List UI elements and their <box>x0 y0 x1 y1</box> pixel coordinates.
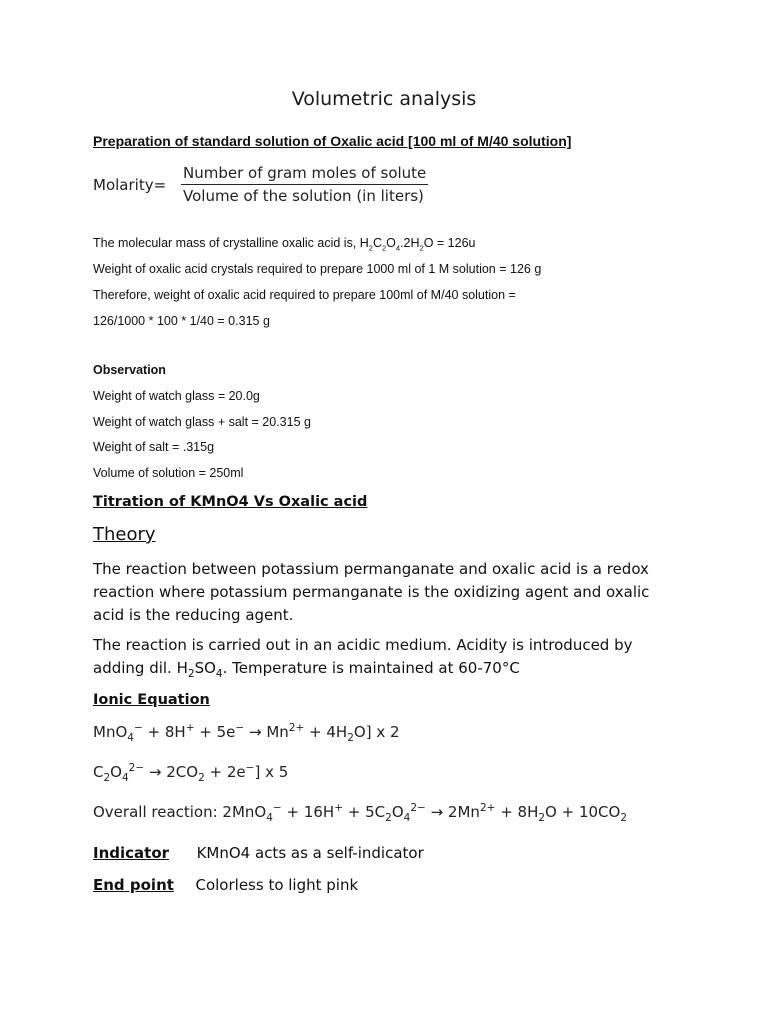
formula-part: O <box>423 236 434 250</box>
eq-text: O + 10CO <box>545 803 621 821</box>
observation-item: Weight of watch glass + salt = 20.315 g <box>93 415 311 429</box>
text-line: 126/1000 * 100 * 1/40 = 0.315 g <box>93 314 270 328</box>
eq-sup: − <box>235 722 245 734</box>
eq-text: O] x 2 <box>353 723 400 741</box>
eq-sup: 2+ <box>288 722 305 734</box>
observation-heading: Observation <box>93 363 166 377</box>
ionic-equation-heading: Ionic Equation <box>93 692 210 708</box>
indicator-value: KMnO4 acts as a self-indicator <box>196 844 424 862</box>
eq-text: + 5C <box>343 803 386 821</box>
eq-text: O <box>391 803 404 821</box>
eq-sup: − <box>133 722 143 734</box>
titration-heading: Titration of KMnO4 Vs Oxalic acid <box>93 494 368 510</box>
para-sub: 2 <box>187 668 195 680</box>
molecular-mass-prefix: The molecular mass of crystalline oxalic acid is, <box>93 236 360 250</box>
molarity-fraction <box>181 163 428 207</box>
eq-sub: 2 <box>620 812 628 824</box>
eq-sup: − <box>245 762 255 774</box>
eq-text: + 16H <box>281 803 335 821</box>
eq-text: + 4H <box>304 723 348 741</box>
formula-part: H <box>359 236 369 250</box>
eq-sub: 2 <box>103 772 111 784</box>
end-point-row <box>93 876 358 894</box>
molarity-lhs: Molarity= <box>93 176 167 194</box>
eq-text: → 2CO <box>144 763 199 781</box>
eq-sup: − <box>272 802 282 814</box>
para-text: The reaction is carried out in an acidic medium. Acidity is introduced by adding dil. H <box>93 636 633 677</box>
preparation-heading: Preparation of standard solution of Oxalic acid [100 ml of M/40 solution] <box>93 133 572 149</box>
eq-text: ] x 5 <box>254 763 289 781</box>
eq-text: O <box>110 763 122 781</box>
indicator-row <box>93 844 424 862</box>
eq-text: C <box>93 763 104 781</box>
eq-sup: + <box>334 802 344 814</box>
eq-text: + 2e <box>204 763 246 781</box>
eq-sub: 4 <box>403 812 411 824</box>
eq-sup: 2− <box>128 762 145 774</box>
molecular-mass-suffix: = 126u <box>433 236 476 250</box>
text-line: Weight of oxalic acid crystals required to prepare 1000 ml of 1 M solution = 126 g <box>93 262 542 276</box>
para-text: . Temperature is maintained at 60-70°C <box>222 659 520 677</box>
formula-sub: 2 <box>382 243 387 253</box>
eq-sub: 4 <box>266 812 273 824</box>
eq-sub: 4 <box>121 772 129 784</box>
eq-sub: 2 <box>538 812 546 824</box>
eq-text: MnO <box>93 723 128 741</box>
eq-sub: 2 <box>385 812 392 824</box>
formula-sub: 2 <box>368 243 373 253</box>
eq-sub: 2 <box>198 772 205 784</box>
observation-item: Volume of solution = 250ml <box>93 466 244 480</box>
text-line: Therefore, weight of oxalic acid required to prepare 100ml of M/40 solution = <box>93 288 516 302</box>
theory-paragraph-acidity <box>93 634 683 680</box>
para-sub: 4 <box>215 668 223 680</box>
formula-part: .2H <box>400 236 420 250</box>
end-point-label: End point <box>93 876 174 894</box>
eq-sub: 4 <box>127 732 134 744</box>
theory-heading: Theory <box>93 524 156 545</box>
observation-item: Weight of salt = .315g <box>93 440 215 454</box>
eq-sup: 2+ <box>479 802 496 814</box>
para-text: SO <box>194 659 216 677</box>
formula-part: C <box>372 236 382 250</box>
formula-sub: 2 <box>419 243 424 253</box>
eq-text: Overall reaction: 2MnO <box>93 803 267 821</box>
eq-text: + 5e <box>194 723 236 741</box>
formula-part: O <box>386 236 396 250</box>
theory-paragraph: The reaction between potassium permanganate and oxalic acid is a redox reaction where potassium permanganate is the oxidizing agent and oxalic acid is the reducing agent. <box>93 560 650 624</box>
observation-item: Weight of watch glass = 20.0g <box>93 389 260 403</box>
eq-text: + 8H <box>495 803 539 821</box>
eq-sup: 2− <box>410 802 426 814</box>
eq-sub: 2 <box>347 732 354 744</box>
ionic-equation-2 <box>93 762 289 784</box>
indicator-label: Indicator <box>93 844 170 862</box>
ionic-equation-1 <box>93 722 400 744</box>
overall-reaction-equation <box>93 802 628 824</box>
page-title: Volumetric analysis <box>291 88 477 110</box>
molecular-mass-line <box>93 236 476 253</box>
formula-sub: 4 <box>395 243 401 253</box>
eq-text: + 8H <box>142 723 186 741</box>
end-point-value: Colorless to light pink <box>195 876 359 894</box>
eq-text: → Mn <box>244 723 289 741</box>
eq-sup: + <box>185 722 195 734</box>
molarity-denominator: Volume of the solution (in liters) <box>183 187 424 205</box>
eq-text: → 2Mn <box>425 803 480 821</box>
molarity-numerator: Number of gram moles of solute <box>183 164 427 182</box>
